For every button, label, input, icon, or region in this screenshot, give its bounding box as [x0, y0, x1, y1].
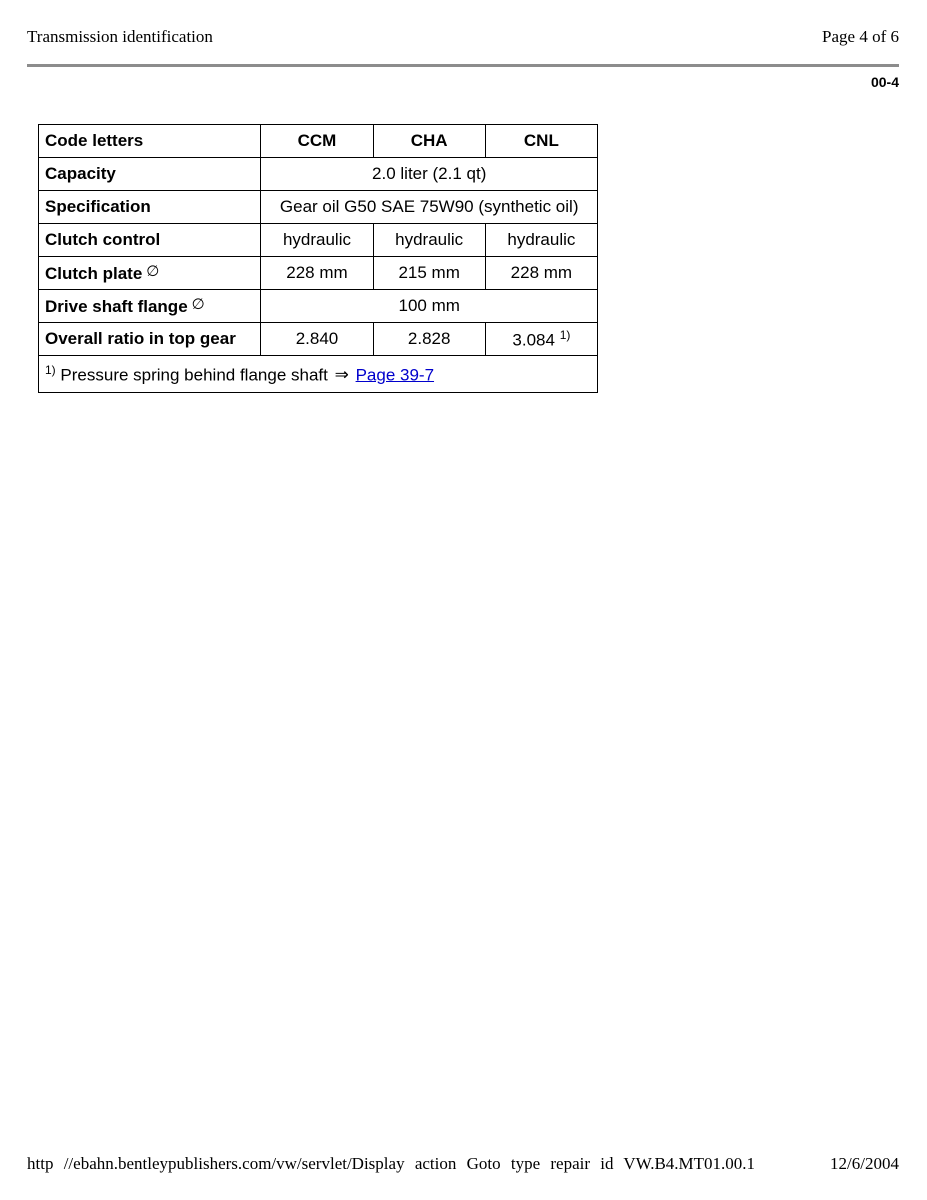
capacity-value: 2.0 liter (2.1 qt): [261, 158, 598, 191]
row-label-specification: Specification: [39, 191, 261, 224]
footnote-cell: [39, 356, 598, 393]
table-row-clutch-plate: [39, 257, 598, 290]
table-row-capacity: [39, 158, 598, 191]
clutch-plate-ccm: 228 mm: [261, 257, 373, 290]
row-label-clutch-control: Clutch control: [39, 224, 261, 257]
row-label-overall-ratio: Overall ratio in top gear: [39, 323, 261, 356]
row-label-drive-shaft-flange: Drive shaft flange: [45, 297, 188, 316]
overall-ratio-cnl: 3.084: [512, 330, 555, 350]
table-row-overall-ratio: [39, 323, 598, 356]
footnote-text: Pressure spring behind flange shaft: [60, 365, 328, 385]
clutch-control-cha: hydraulic: [373, 224, 485, 257]
page-number: Page 4 of 6: [822, 27, 899, 46]
clutch-plate-cha: 215 mm: [373, 257, 485, 290]
clutch-control-cnl: hydraulic: [485, 224, 597, 257]
overall-ratio-cnl-cell: [485, 323, 597, 356]
footnote-marker: 1): [45, 362, 56, 377]
header-divider: [27, 64, 899, 67]
header-code-cha: CHA: [373, 125, 485, 158]
diameter-icon: ∅: [191, 296, 205, 313]
drive-shaft-flange-value: 100 mm: [261, 290, 598, 323]
section-code: 00-4: [870, 74, 899, 90]
row-label-capacity: Capacity: [39, 158, 261, 191]
header-code-letters: Code letters: [39, 125, 261, 158]
footnote-reference: 1): [559, 327, 571, 342]
row-label-clutch-plate-cell: [39, 257, 261, 290]
table-row-drive-shaft-flange: [39, 290, 598, 323]
clutch-control-ccm: hydraulic: [261, 224, 373, 257]
header-code-ccm: CCM: [261, 125, 373, 158]
footer-url: http //ebahn.bentleypublishers.com/vw/servlet/Display action Goto type repair id VW.B4.MT01.00.1: [27, 1154, 756, 1173]
arrow-right-icon: ⇒: [334, 365, 349, 385]
overall-ratio-cha: 2.828: [373, 323, 485, 356]
table-header-row: [39, 125, 598, 158]
page-link[interactable]: Page 39-7: [355, 365, 435, 385]
row-label-drive-shaft-flange-cell: [39, 290, 261, 323]
table-row-specification: [39, 191, 598, 224]
clutch-plate-cnl: 228 mm: [485, 257, 597, 290]
overall-ratio-ccm: 2.840: [261, 323, 373, 356]
transmission-spec-table: [38, 124, 598, 393]
document-title: Transmission identification: [27, 27, 213, 46]
specification-value: Gear oil G50 SAE 75W90 (synthetic oil): [261, 191, 598, 224]
diameter-icon: ∅: [146, 263, 160, 280]
header-code-cnl: CNL: [485, 125, 597, 158]
table-row-clutch-control: [39, 224, 598, 257]
table-row-footnote: [39, 356, 598, 393]
row-label-clutch-plate: Clutch plate: [45, 264, 143, 283]
footer-date: 12/6/2004: [830, 1154, 899, 1173]
